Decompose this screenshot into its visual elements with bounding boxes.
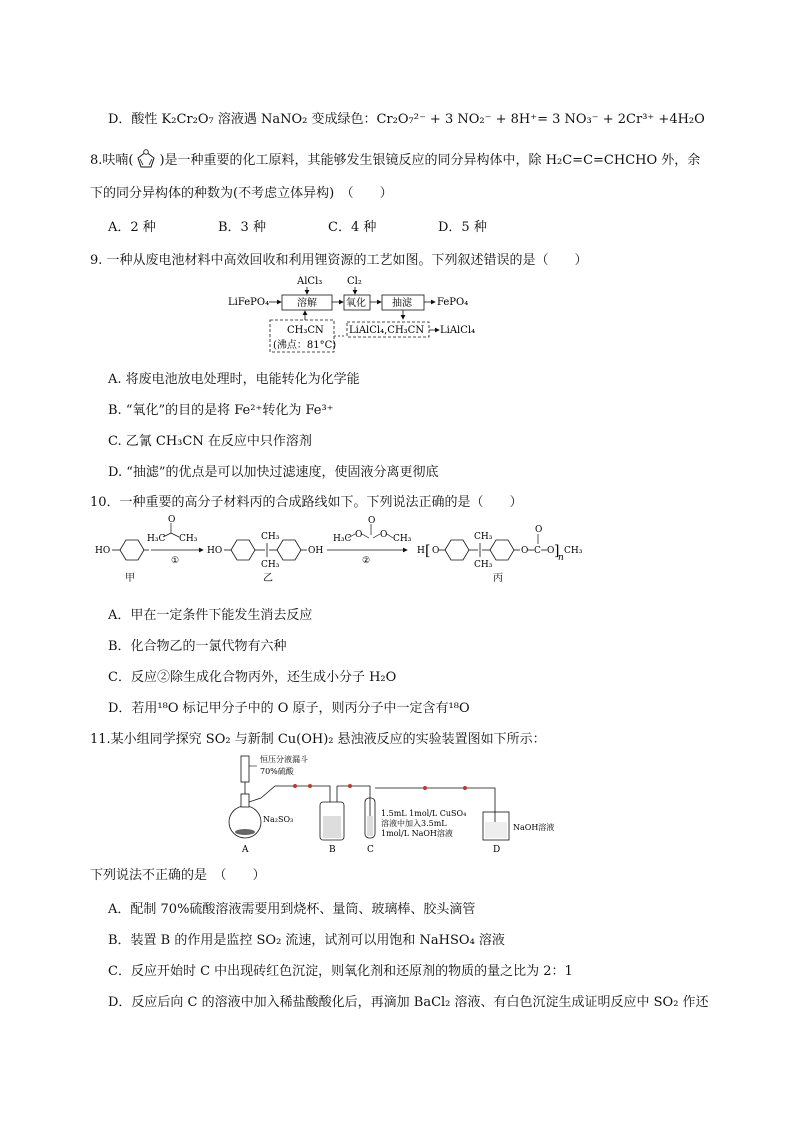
svg-text:O: O [535, 525, 543, 535]
svg-text:C: C [367, 845, 374, 855]
q8-option-b: B．3 种 [218, 220, 266, 235]
q8-option-c: C．4 种 [328, 220, 377, 235]
solid-label: Na₂SO₃ [263, 815, 294, 824]
flow-input: LiFePO₄ [228, 297, 270, 308]
q9-option-a: A. 将废电池放电处理时，电能转化为化学能 [108, 372, 360, 387]
q9-stem: 9. 一种从废电池材料中高效回收和利用锂资源的工艺如图。下列叙述错误的是（ ） [90, 253, 588, 268]
q9-option-b: B. “氧化”的目的是将 Fe²⁺转化为 Fe³⁺ [108, 403, 334, 418]
flow-step1: 溶解 [297, 298, 317, 309]
q10-option-a: A．甲在一定条件下能发生消去反应 [108, 608, 313, 623]
q11-option-a: A．配制 70%硫酸溶液需要用到烧杯、量筒、玻璃棒、胶头滴管 [108, 902, 476, 917]
q10-option-c: C．反应②除生成化合物丙外，还生成小分子 H₂O [108, 670, 397, 685]
svg-text:CH₃: CH₃ [179, 534, 198, 544]
q7-option-d: D．酸性 K₂Cr₂O₇ 溶液遇 NaNO₂ 变成绿色：Cr₂O₇²⁻ + 3 NO₂⁻ + 8H⁺= 3 NO₃⁻ + 2Cr³⁺ +4H₂O [108, 112, 705, 127]
label-yi: 乙 [263, 573, 273, 584]
q10-stem: 10．一种重要的高分子材料丙的合成路线如下。下列说法正确的是（ ） [90, 495, 523, 510]
q8-stem-line2: 下的同分异构体的种数为(不考虑立体异构) （ ） [90, 186, 393, 201]
svg-text:CH₃: CH₃ [474, 560, 493, 570]
flow-solvent-line2: (沸点：81°C) [273, 340, 337, 351]
flow-product2: LiAlCl₄ [440, 325, 476, 336]
svg-text:CH₃: CH₃ [474, 532, 493, 542]
svg-text:HO: HO [95, 546, 111, 556]
svg-text:CH₃: CH₃ [261, 532, 280, 542]
c-line2: 溶液中加入3.5mL [381, 819, 447, 828]
q11-option-b: B．装置 B 的作用是监控 SO₂ 流速，试剂可以用饱和 NaHSO₄ 溶液 [108, 933, 505, 948]
svg-text:[: [ [425, 543, 431, 559]
svg-text:]: ] [554, 543, 560, 559]
furan-structure [133, 148, 159, 168]
svg-text:n: n [558, 553, 564, 563]
svg-text:OH: OH [308, 546, 324, 556]
benzene-ring-bing-2 [490, 540, 514, 560]
benzene-ring-bing-1 [445, 540, 469, 560]
svg-text:B: B [329, 845, 336, 855]
svg-text:O: O [368, 516, 376, 526]
q8-option-d: D．5 种 [438, 220, 487, 235]
q8-stem-a: 8.呋喃( [90, 153, 134, 168]
svg-text:O: O [380, 530, 388, 540]
q8-option-a: A．2 种 [108, 220, 156, 235]
svg-text:D: D [493, 845, 501, 855]
flow-solvent-line1: CH₃CN [287, 325, 324, 336]
benzene-ring-yi-1 [231, 540, 255, 560]
svg-text:O: O [547, 546, 555, 556]
q8-options [108, 216, 487, 235]
q8-stem-b: )是一种重要的化工原料，其能够发生银镜反应的同分异构体中，除 H₂C=C=CHCHO 外，余 [159, 153, 701, 168]
flow-step2: 氧化 [346, 298, 366, 309]
q11-stem: 11.某小组同学探究 SO₂ 与新制 Cu(OH)₂ 悬浊液反应的实验装置图如下所示： [90, 732, 546, 747]
svg-text:O: O [355, 530, 363, 540]
q9-option-c: C. 乙氰 CH₃CN 在反应中只作溶剂 [108, 434, 312, 449]
flow-reagent1: AlCl₃ [297, 276, 323, 287]
q11-followup: 下列说法不正确的是 （ ） [90, 868, 266, 883]
svg-text:CH₃: CH₃ [261, 560, 280, 570]
svg-text:H₃C: H₃C [333, 534, 352, 544]
q9-flow-diagram [225, 272, 485, 360]
svg-text:C: C [534, 546, 541, 556]
q11-apparatus [225, 752, 585, 858]
label-jia: 甲 [125, 573, 135, 584]
q8-stem-line1 [90, 148, 700, 168]
svg-text:HO: HO [207, 546, 223, 556]
q10-option-d: D．若用¹⁸O 标记甲分子中的 O 原子，则丙分子中一定含有¹⁸O [108, 701, 470, 716]
d-label: NaOH溶液 [513, 823, 555, 832]
svg-text:②: ② [362, 556, 371, 566]
svg-text:A: A [242, 845, 249, 855]
c-line1: 1.5mL 1mol/L CuSO₄ [381, 809, 467, 818]
flow-product1: FePO₄ [437, 297, 469, 308]
svg-text:O: O [432, 546, 440, 556]
svg-text:①: ① [171, 556, 180, 566]
svg-text:O: O [521, 546, 529, 556]
q11-option-d: D．反应后向 C 的溶液中加入稀盐酸酸化后，再滴加 BaCl₂ 溶液、有白色沉淀生成证明反应中 SO₂ 作还 [108, 995, 709, 1010]
q9-option-d: D. “抽滤”的优点是可以加快过滤速度，使固液分离更彻底 [108, 465, 439, 480]
svg-text:H: H [417, 546, 425, 556]
svg-text:CH₃: CH₃ [393, 534, 412, 544]
svg-text:O: O [168, 515, 176, 525]
flow-reagent2: Cl₂ [347, 276, 362, 287]
acid-label: 70%硫酸 [260, 767, 294, 776]
funnel-label: 恒压分液漏斗 [260, 755, 308, 764]
benzene-ring-yi-2 [277, 540, 301, 560]
c-line3: 1mol/L NaOH溶液 [381, 829, 453, 838]
benzene-ring-jia [120, 540, 144, 560]
svg-text:CH₃: CH₃ [564, 546, 583, 556]
svg-text:H₃C: H₃C [147, 534, 166, 544]
q10-synthesis-scheme [95, 515, 695, 595]
label-bing: 丙 [493, 573, 503, 584]
q11-option-c: C．反应开始时 C 中出现砖红色沉淀，则氧化剂和还原剂的物质的量之比为 2：1 [108, 964, 573, 979]
flow-step3: 抽滤 [392, 298, 412, 309]
q10-option-b: B．化合物乙的一氯代物有六种 [108, 639, 287, 654]
flow-filtrate: LiAlCl₄,CH₃CN [349, 325, 425, 336]
